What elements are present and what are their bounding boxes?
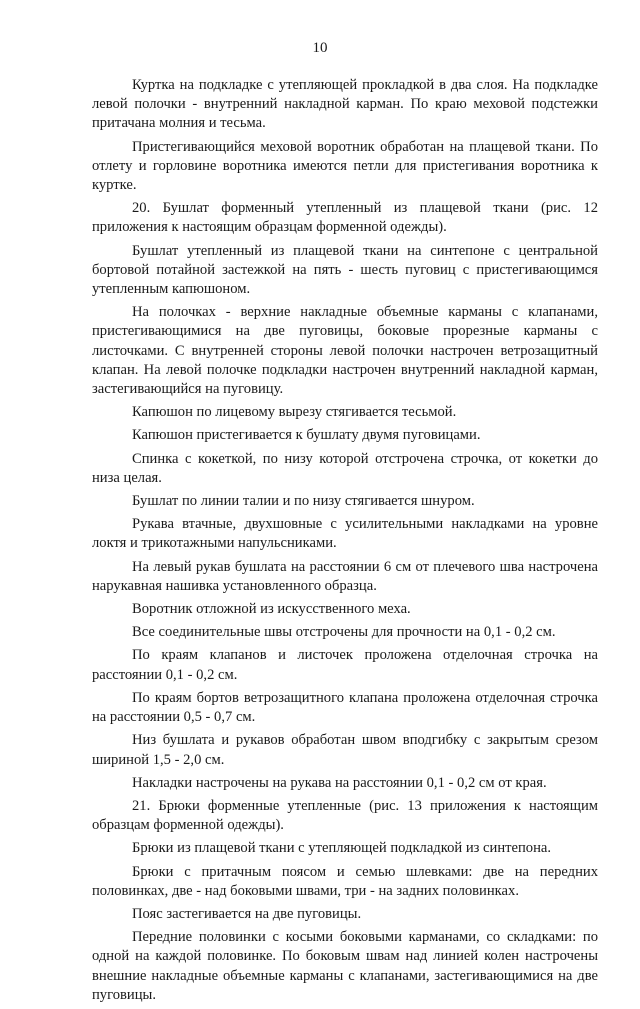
paragraph: Куртка на подкладке с утепляющей прокладкой в два слоя. На подкладке левой полочки - внутренний накладной карман. По краю меховой подстежки притачана молния и тесьма. <box>92 77 598 132</box>
page-number: 10 <box>312 40 328 56</box>
paragraph: Капюшон по лицевому вырезу стягивается тесьмой. <box>132 404 457 421</box>
paragraph: По краям клапанов и листочек проложена отделочная строчка на расстоянии 0,1 - 0,2 см. <box>92 647 598 683</box>
paragraph: Брюки из плащевой ткани с утепляющей подкладкой из синтепона. <box>132 840 552 857</box>
paragraph: На полочках - верхние накладные объемные карманы с клапанами, пристегивающимися на две пуговицы, боковые прорезные карманы с листочками. С внутренней стороны левой полочки настрочен ветрозащитный клапан. На левой полочке подкладки настрочен внутренний накладной карман, застегивающийся на пуговицу. <box>92 304 598 398</box>
document-body <box>92 76 598 1009</box>
paragraph: Капюшон пристегивается к бушлату двумя пуговицами. <box>132 427 481 444</box>
paragraph: Пояс застегивается на две пуговицы. <box>132 905 362 922</box>
paragraph: На левый рукав бушлата на расстоянии 6 см от плечевого шва настрочена нарукавная нашивка установленного образца. <box>92 558 598 594</box>
paragraph: Бушлат по линии талии и по низу стягивается шнуром. <box>132 493 475 510</box>
paragraph: Бушлат утепленный из плащевой ткани на синтепоне с центральной бортовой потайной застежкой на пять - шесть пуговиц с пристегивающимся утепленным капюшоном. <box>92 242 598 298</box>
paragraph: 20. Бушлат форменный утепленный из плащевой ткани (рис. 12 приложения к настоящим образцам форменной одежды). <box>92 200 598 236</box>
paragraph: Рукава втачные, двухшовные с усилительными накладками на уровне локтя и трикотажными напульсниками. <box>92 516 598 552</box>
paragraph: Низ бушлата и рукавов обработан швом вподгибку с закрытым срезом шириной 1,5 - 2,0 см. <box>92 732 598 768</box>
paragraph: Пристегивающийся меховой воротник обработан на плащевой ткани. По отлету и горловине воротника имеются петли для пристегивания воротника к куртке. <box>92 138 598 194</box>
paragraph: 21. Брюки форменные утепленные (рис. 13 приложения к настоящим образцам форменной одежды). <box>92 797 598 834</box>
paragraph: Брюки с притачным поясом и семью шлевками: две на передних половинках, две - над боковыми швами, три - на задних половинках. <box>92 863 598 899</box>
paragraph: Передние половинки с косыми боковыми карманами, со складками: по одной на каждой половинке. По боковым швам над линией колен настрочены внешние накладные объемные карманы с клапанами, застегивающимися на две пуговицы. <box>92 929 598 1003</box>
paragraph: Все соединительные швы отстрочены для прочности на 0,1 - 0,2 см. <box>132 624 556 641</box>
paragraph: Накладки настрочены на рукава на расстоянии 0,1 - 0,2 см от края. <box>132 774 547 791</box>
paragraph: Спинка с кокеткой, по низу которой отстрочена строчка, от кокетки до низа целая. <box>92 450 598 486</box>
paragraph: По краям бортов ветрозащитного клапана проложена отделочная строчка на расстоянии 0,5 - 0,7 см. <box>92 689 598 726</box>
paragraph: Воротник отложной из искусственного меха. <box>132 601 411 618</box>
